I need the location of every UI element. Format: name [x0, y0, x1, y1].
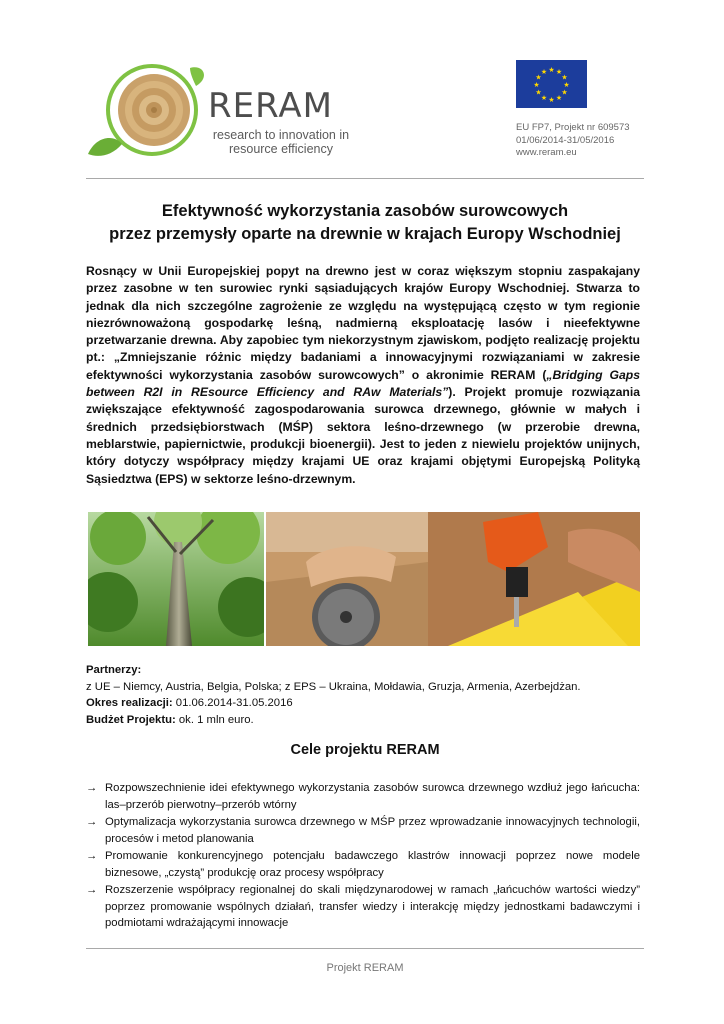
project-details [86, 662, 646, 728]
svg-text:★: ★ [563, 81, 570, 89]
goal-text: Rozpowszechnienie idei efektywnego wykorzystania zasobów surowca drzewnego wzdłuż jego łańcucha: las–przerób pierwotny–przerób wtórny [105, 782, 640, 811]
svg-text:★: ★ [548, 96, 555, 104]
tree-photo [88, 512, 264, 646]
intro-paragraph [86, 263, 640, 488]
period-label: Okres realizacji: [86, 697, 173, 709]
intro-acronym-expansion: „Bridging Gaps between R2I in REsource Efficiency and RAw Materials” [86, 367, 640, 400]
project-number: EU FP7, Projekt nr 609573 [516, 122, 630, 133]
logo-tagline [210, 128, 352, 156]
list-item [86, 882, 640, 932]
list-item [86, 848, 640, 881]
wood-ring-leaf-icon [86, 58, 211, 170]
goals-list [86, 780, 640, 933]
period-value: 01.06.2014-31.05.2016 [172, 697, 293, 709]
budget-label: Budżet Projektu: [86, 713, 176, 726]
svg-text:★: ★ [540, 68, 548, 76]
intro-part2: ). Projekt promuje rozwiązania zwiększające efektywność zagospodarowania surowca drzewnego, głównie w małych i średnich przedsiębiorstwach (MŚP) sektora leśno-drzewnego (w przerobie drewna, meblarstwie, papiernictwie, produkcji bioenergii). Jest to jeden z niewielu projektów unijnych, który dotyczy współpracy między krajami UE oraz krajami objętymi Europejską Polityką Sąsiedztwa (EPS) w sektorze leśno-drzewnym. [86, 385, 641, 486]
svg-text:★: ★ [561, 73, 568, 82]
svg-text:★: ★ [533, 81, 540, 89]
svg-text:★: ★ [555, 94, 563, 102]
list-item [86, 814, 640, 847]
goal-text: Rozszerzenie współpracy regionalnej do skali międzynarodowej w ramach „łańcuchów wartości wiedzy” poprzez promowanie wspólnych działań, transfer wiedzy i interakcję między jednostkami badawczymi i podmiotami wdrażającymi innowacje [105, 884, 640, 929]
arrow-icon: → [86, 850, 98, 862]
document-title [86, 200, 644, 246]
svg-text:★: ★ [548, 66, 555, 74]
svg-text:★: ★ [540, 94, 548, 102]
logo-tagline-line1: research to innovation in [212, 128, 350, 142]
project-website[interactable]: www.reram.eu [516, 147, 577, 158]
footer-divider [86, 948, 644, 949]
goal-text: Promowanie konkurencyjnego potencjału badawczego klastrów innowacji poprzez nowe modele biznesowe, „czystą” produkcję oraz procesy współpracy [105, 850, 640, 879]
eu-flag [516, 60, 587, 108]
circular-saw-photo [266, 512, 428, 646]
budget-value: ok. 1 mln euro. [175, 713, 254, 726]
arrow-icon: → [86, 884, 98, 896]
svg-text:★: ★ [555, 68, 563, 76]
goals-heading: Cele projektu RERAM [290, 742, 440, 758]
eu-stars-icon [516, 60, 587, 108]
partners-list: z UE – Niemcy, Austria, Belgia, Polska; z EPS – Ukraina, Mołdawia, Gruzja, Armenia, Azerbejdżan. [86, 680, 581, 693]
goal-text: Optymalizacja wykorzystania surowca drzewnego w MŚP przez wprowadzanie innowacyjnych technologii, procesów i metod planowania [105, 816, 640, 845]
project-info [516, 122, 630, 160]
intro-part1: Rosnący w Unii Europejskiej popyt na drewno jest w coraz większym stopniu zaspakajany przez zasobne w ten surowiec rynki sąsiadujących krajów Europy Wschodniej. Stwarza to jednak dla nich szczególne zagrożenie ze względu na występującą często w tym regionie niezrównoważoną gospodarkę leśną, nadmierną eksploatację lasów i nieefektywne przetwarzanie drewna. Aby zapobiec tym niekorzystnym zjawiskom, podjęto realizację projektu pt.: „Zmniejszanie różnic między badaniami a innowacyjnymi rozwiązaniami w zakresie efektywności wykorzystania zasobów surowcowych” o akronimie RERAM ( [86, 264, 640, 382]
project-dates: 01/06/2014-31/05/2016 [516, 134, 615, 146]
arrow-icon: → [86, 782, 98, 794]
logo-name: RERAM [208, 86, 333, 126]
svg-text:★: ★ [535, 73, 542, 82]
header-divider [86, 178, 644, 179]
arrow-icon: → [86, 816, 98, 828]
drill-photo [428, 512, 640, 646]
reram-logo [86, 58, 376, 170]
partners-label: Partnerzy: [86, 664, 142, 676]
list-item [86, 780, 640, 813]
footer-text: Projekt RERAM [326, 962, 404, 974]
title-line1: Efektywność wykorzystania zasobów surowcowych [161, 202, 569, 220]
svg-text:★: ★ [535, 88, 542, 97]
logo-tagline-line2: resource efficiency [229, 142, 333, 156]
title-line2: przez przemysły oparte na drewnie w krajach Europy Wschodniej [109, 225, 621, 243]
svg-text:★: ★ [561, 88, 568, 97]
